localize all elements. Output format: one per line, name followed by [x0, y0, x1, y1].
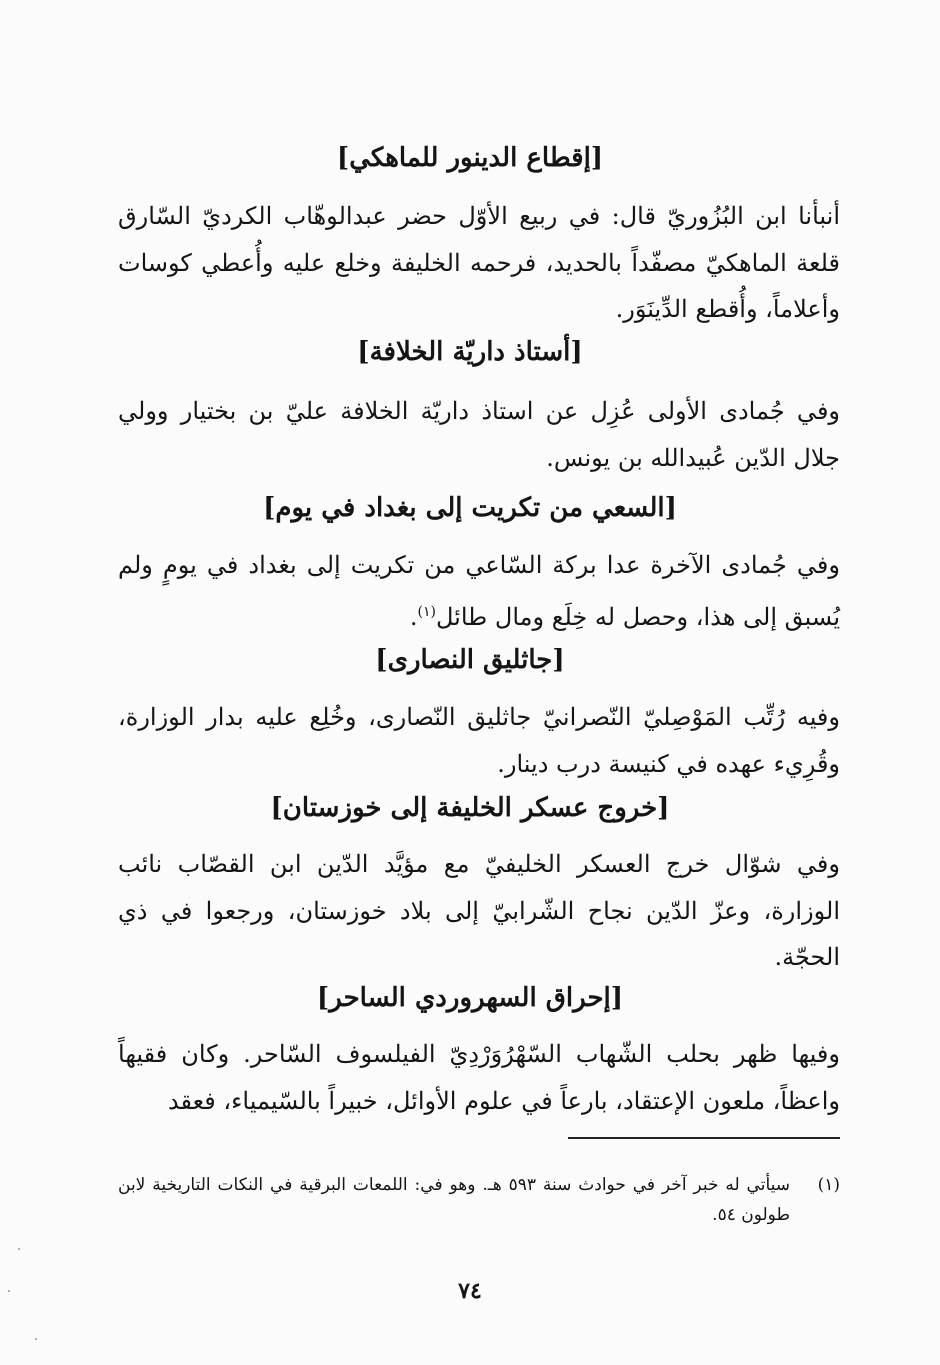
paragraph-runner	[118, 542, 840, 640]
footnote-divider	[568, 1137, 840, 1139]
paragraph-suhrawardi: وفيها ظهر بحلب الشّهاب السّهْرُوَرْدِيّ الفيلسوف السّاحر. وكان فقيهاً واعظاً، ملعون الإعتقاد، بارعاً في علوم الأوائل، خبيراً بالسّيمياء، فعقد	[118, 1040, 840, 1115]
section-heading-runner: [السعي من تكريت إلى بغداد في يوم]	[263, 493, 677, 523]
scan-speck	[35, 1338, 37, 1340]
footnote-number: (١)	[817, 1175, 840, 1195]
page-number: ٧٤	[458, 1278, 482, 1304]
section-heading-suhrawardi: [إحراق السهروردي الساحر]	[316, 983, 624, 1013]
section-heading-catholicos: [جاثليق النصارى]	[375, 645, 565, 675]
paragraph-ustadh-dar: وفي جُمادى الأولى عُزِل عن استاذ داريّة الخلافة عليّ بن بختيار وولي جلال الدّين عُبيدالله بن يونس.	[118, 397, 841, 472]
paragraph-catholicos: وفيه رُتِّب المَوْصِليّ النّصرانيّ جاثليق النّصارى، وخُلِع عليه بدار الوزارة، وقُرِيء عهده في كنيسة درب دينار.	[118, 703, 840, 778]
scan-speck	[18, 1248, 20, 1250]
paragraph-runner-text: وفي جُمادى الآخرة عدا بركة السّاعي من تكريت إلى بغداد في يومٍ ولم يُسبق إلى هذا، وحصل له خِلَع ومال طائل	[118, 551, 840, 631]
paragraph-runner-end: .	[409, 602, 418, 631]
footnote-text: سيأتي له خبر آخر في حوادث سنة ٥٩٣ هـ. وهو في: اللمعات البرقية في النكات التاريخية لابن طولون ٥٤.	[118, 1175, 790, 1225]
section-heading-dinawar: [إقطاع الدينور للماهكي]	[336, 143, 604, 173]
footnote-reference: (١)	[417, 603, 436, 620]
footnote	[118, 1170, 840, 1230]
paragraph-dinawar: أنبأنا ابن البُزُوريّ قال: في ربيع الأوّل حضر عبدالوهّاب الكرديّ السّارق قلعة الماهكيّ مصفّداً بالحديد، فرحمه الخليفة وخلع عليه وأُعطي كوسات وأعلاماً، وأُقطع الدِّينَوَر.	[118, 202, 840, 323]
section-heading-ustadh-dar: [أستاذ داريّة الخلافة]	[357, 337, 583, 367]
section-heading-khuzestan: [خروج عسكر الخليفة إلى خوزستان]	[270, 793, 670, 823]
scan-speck	[8, 1290, 10, 1292]
paragraph-khuzestan: وفي شوّال خرج العسكر الخليفيّ مع مؤيَّد الدّين ابن القصّاب نائب الوزارة، وعزّ الدّين نجاح الشّرابيّ إلى بلاد خوزستان، ورجعوا في ذي الحجّة.	[118, 850, 840, 971]
